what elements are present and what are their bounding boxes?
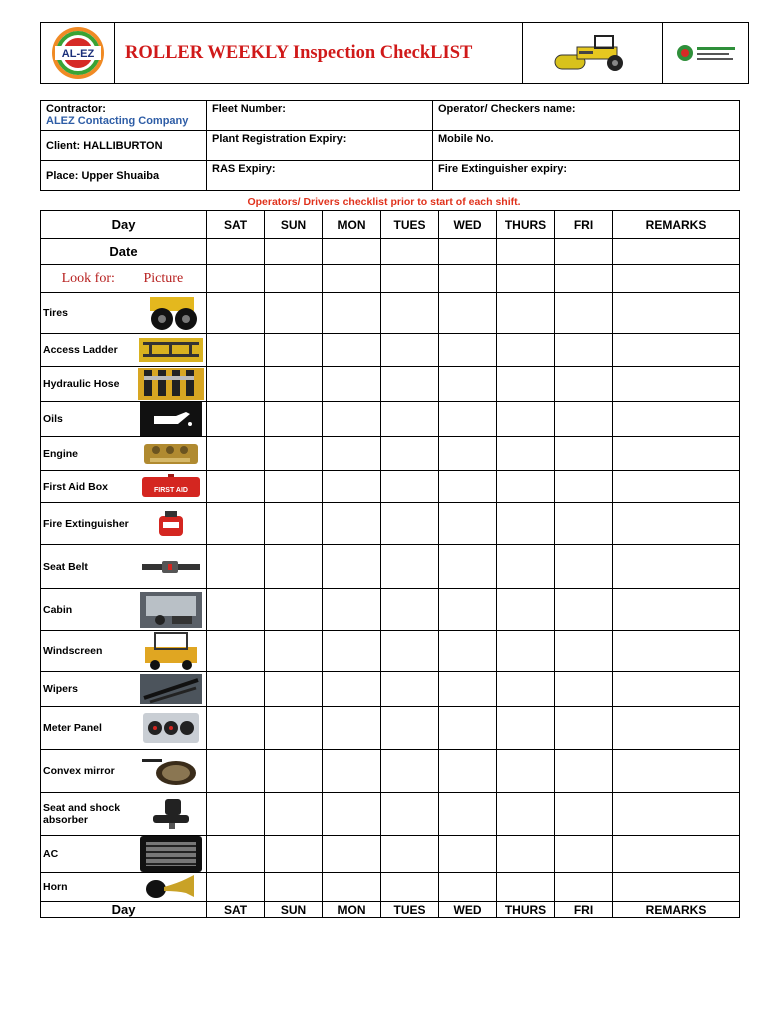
seat-belt-thurs-cell[interactable] <box>497 545 555 589</box>
ras-expiry-cell[interactable] <box>207 161 433 191</box>
horn-mon-cell[interactable] <box>323 873 381 902</box>
tire-icon <box>136 295 207 331</box>
lookfor-sun-cell[interactable] <box>265 265 323 293</box>
meter-panel-fri-cell[interactable] <box>555 707 613 750</box>
fire-extinguisher-expiry-label: Fire Extinguisher expiry: <box>438 163 567 175</box>
first-aid-box-fri-cell[interactable] <box>555 471 613 503</box>
windscreen-sun-cell[interactable] <box>265 631 323 672</box>
seat-and-shock-absorber-mon-cell[interactable] <box>323 793 381 836</box>
checklist-row-tires <box>41 293 740 334</box>
date-remarks-cell[interactable] <box>613 239 740 265</box>
convex-mirror-fri-cell[interactable] <box>555 750 613 793</box>
seat-belt-sun-cell[interactable] <box>265 545 323 589</box>
picture-label: Picture <box>136 265 207 293</box>
fire-extinguisher-sat-cell[interactable] <box>207 503 265 545</box>
company-logo <box>41 23 115 83</box>
ac-sat-cell[interactable] <box>207 836 265 873</box>
access-ladder-remarks-cell[interactable] <box>613 334 740 367</box>
windscreen-icon <box>136 631 207 671</box>
cabin-icon <box>136 592 207 628</box>
cabin-fri-cell[interactable] <box>555 589 613 631</box>
fleet-number-cell[interactable] <box>207 101 433 131</box>
lookfor-wed-cell[interactable] <box>439 265 497 293</box>
date-wed-cell[interactable] <box>439 239 497 265</box>
seat-and-shock-absorber-fri-cell[interactable] <box>555 793 613 836</box>
item-picture <box>136 589 207 631</box>
convex-mirror-wed-cell[interactable] <box>439 750 497 793</box>
horn-remarks-cell[interactable] <box>613 873 740 902</box>
seat-and-shock-absorber-wed-cell[interactable] <box>439 793 497 836</box>
access-ladder-fri-cell[interactable] <box>555 334 613 367</box>
title-cell <box>115 23 523 83</box>
operator-cell[interactable] <box>433 101 740 131</box>
road-roller-icon <box>549 33 637 73</box>
windscreen-mon-cell[interactable] <box>323 631 381 672</box>
cabin-wed-cell[interactable] <box>439 589 497 631</box>
seat-and-shock-absorber-sun-cell[interactable] <box>265 793 323 836</box>
tires-sun-cell[interactable] <box>265 293 323 334</box>
item-picture <box>136 402 207 437</box>
day-header-row <box>41 211 740 239</box>
client-cell <box>41 131 207 161</box>
hydraulic-hose-tues-cell[interactable] <box>381 367 439 402</box>
seat-belt-wed-cell[interactable] <box>439 545 497 589</box>
day-fri: FRI <box>555 211 613 239</box>
meter-panel-sat-cell[interactable] <box>207 707 265 750</box>
pdo-logo-icon <box>671 33 741 73</box>
day-sat: SAT <box>207 211 265 239</box>
contractor-value: ALEZ Contacting Company <box>46 115 189 127</box>
windscreen-fri-cell[interactable] <box>555 631 613 672</box>
oils-thurs-cell[interactable] <box>497 402 555 437</box>
item-label: Seat and shock absorber <box>41 793 136 836</box>
alez-logo-icon <box>50 25 106 81</box>
wipers-thurs-cell[interactable] <box>497 672 555 707</box>
meter-panel-mon-cell[interactable] <box>323 707 381 750</box>
mirror-icon <box>136 755 207 787</box>
ac-remarks-cell[interactable] <box>613 836 740 873</box>
checklist-row-meter-panel <box>41 707 740 750</box>
checklist-row-seat-and-shock-absorber <box>41 793 740 836</box>
document-header <box>40 22 749 84</box>
horn-wed-cell[interactable] <box>439 873 497 902</box>
cabin-tues-cell[interactable] <box>381 589 439 631</box>
checklist-row-horn <box>41 873 740 902</box>
day-sat: SAT <box>207 902 265 918</box>
day-thurs: THURS <box>497 902 555 918</box>
ac-tues-cell[interactable] <box>381 836 439 873</box>
ac-thurs-cell[interactable] <box>497 836 555 873</box>
lookfor-thurs-cell[interactable] <box>497 265 555 293</box>
access-ladder-sun-cell[interactable] <box>265 334 323 367</box>
checklist-row-windscreen <box>41 631 740 672</box>
seat-and-shock-absorber-tues-cell[interactable] <box>381 793 439 836</box>
item-label: Access Ladder <box>41 334 136 367</box>
horn-icon <box>136 873 207 901</box>
item-picture <box>136 873 207 902</box>
engine-tues-cell[interactable] <box>381 437 439 471</box>
lookfor-row <box>41 265 740 293</box>
hose-icon <box>136 368 207 400</box>
ac-vent-icon <box>136 836 207 872</box>
seat-belt-remarks-cell[interactable] <box>613 545 740 589</box>
wipers-sun-cell[interactable] <box>265 672 323 707</box>
horn-tues-cell[interactable] <box>381 873 439 902</box>
first-aid-box-mon-cell[interactable] <box>323 471 381 503</box>
day-header-row-bottom <box>41 902 740 918</box>
date-label: Date <box>41 239 207 265</box>
hydraulic-hose-sun-cell[interactable] <box>265 367 323 402</box>
day-sun: SUN <box>265 902 323 918</box>
first-aid-box-wed-cell[interactable] <box>439 471 497 503</box>
item-label: Tires <box>41 293 136 334</box>
hydraulic-hose-sat-cell[interactable] <box>207 367 265 402</box>
remarks-header: REMARKS <box>613 211 740 239</box>
place-label: Place: Upper Shuaiba <box>46 169 160 182</box>
tires-mon-cell[interactable] <box>323 293 381 334</box>
tires-fri-cell[interactable] <box>555 293 613 334</box>
hydraulic-hose-wed-cell[interactable] <box>439 367 497 402</box>
meter-panel-icon <box>136 713 207 743</box>
seat-and-shock-absorber-thurs-cell[interactable] <box>497 793 555 836</box>
tires-sat-cell[interactable] <box>207 293 265 334</box>
day-tues: TUES <box>381 211 439 239</box>
fire-extinguisher-wed-cell[interactable] <box>439 503 497 545</box>
fire-extinguisher-expiry-cell[interactable] <box>433 161 740 191</box>
plant-registration-cell[interactable] <box>207 131 433 161</box>
day-mon: MON <box>323 211 381 239</box>
date-fri-cell[interactable] <box>555 239 613 265</box>
item-label: Wipers <box>41 672 136 707</box>
access-ladder-sat-cell[interactable] <box>207 334 265 367</box>
checklist-row-seat-belt <box>41 545 740 589</box>
day-wed: WED <box>439 211 497 239</box>
day-label: Day <box>41 211 207 239</box>
wipers-wed-cell[interactable] <box>439 672 497 707</box>
access-ladder-mon-cell[interactable] <box>323 334 381 367</box>
convex-mirror-sun-cell[interactable] <box>265 750 323 793</box>
checklist-notice: Operators/ Drivers checklist prior to start of each shift. <box>247 196 521 208</box>
day-sun: SUN <box>265 211 323 239</box>
horn-sun-cell[interactable] <box>265 873 323 902</box>
item-picture <box>136 545 207 589</box>
windscreen-remarks-cell[interactable] <box>613 631 740 672</box>
cabin-mon-cell[interactable] <box>323 589 381 631</box>
oils-sat-cell[interactable] <box>207 402 265 437</box>
convex-mirror-tues-cell[interactable] <box>381 750 439 793</box>
engine-remarks-cell[interactable] <box>613 437 740 471</box>
operator-label: Operator/ Checkers name: <box>438 103 576 115</box>
oils-remarks-cell[interactable] <box>613 402 740 437</box>
ac-fri-cell[interactable] <box>555 836 613 873</box>
horn-fri-cell[interactable] <box>555 873 613 902</box>
client-label: Client: HALLIBURTON <box>46 139 163 152</box>
seat-and-shock-absorber-remarks-cell[interactable] <box>613 793 740 836</box>
seat-and-shock-absorber-sat-cell[interactable] <box>207 793 265 836</box>
date-sat-cell[interactable] <box>207 239 265 265</box>
fire-extinguisher-tues-cell[interactable] <box>381 503 439 545</box>
windscreen-sat-cell[interactable] <box>207 631 265 672</box>
hydraulic-hose-remarks-cell[interactable] <box>613 367 740 402</box>
page-title: ROLLER WEEKLY Inspection CheckLIST <box>125 42 473 63</box>
lookfor-label: Look for: <box>41 265 136 293</box>
date-sun-cell[interactable] <box>265 239 323 265</box>
wiper-icon <box>136 674 207 704</box>
fire-extinguisher-sun-cell[interactable] <box>265 503 323 545</box>
item-label: Fire Extinguisher <box>41 503 136 545</box>
checklist-row-convex-mirror <box>41 750 740 793</box>
windscreen-tues-cell[interactable] <box>381 631 439 672</box>
seat-belt-tues-cell[interactable] <box>381 545 439 589</box>
seat-belt-mon-cell[interactable] <box>323 545 381 589</box>
checklist-row-hydraulic-hose <box>41 367 740 402</box>
engine-sun-cell[interactable] <box>265 437 323 471</box>
ac-wed-cell[interactable] <box>439 836 497 873</box>
wipers-mon-cell[interactable] <box>323 672 381 707</box>
cabin-thurs-cell[interactable] <box>497 589 555 631</box>
tires-remarks-cell[interactable] <box>613 293 740 334</box>
item-label: AC <box>41 836 136 873</box>
engine-thurs-cell[interactable] <box>497 437 555 471</box>
contractor-cell <box>41 101 207 131</box>
meter-panel-sun-cell[interactable] <box>265 707 323 750</box>
hydraulic-hose-fri-cell[interactable] <box>555 367 613 402</box>
day-wed: WED <box>439 902 497 918</box>
access-ladder-tues-cell[interactable] <box>381 334 439 367</box>
first-aid-box-sun-cell[interactable] <box>265 471 323 503</box>
date-mon-cell[interactable] <box>323 239 381 265</box>
svg-text:FIRST AID: FIRST AID <box>153 486 188 494</box>
access-ladder-thurs-cell[interactable] <box>497 334 555 367</box>
checklist-row-fire-extinguisher <box>41 503 740 545</box>
lookfor-sat-cell[interactable] <box>207 265 265 293</box>
day-fri: FRI <box>555 902 613 918</box>
checklist-row-first-aid-box <box>41 471 740 503</box>
engine-sat-cell[interactable] <box>207 437 265 471</box>
fire-extinguisher-thurs-cell[interactable] <box>497 503 555 545</box>
item-picture <box>136 367 207 402</box>
item-label: First Aid Box <box>41 471 136 503</box>
hydraulic-hose-mon-cell[interactable] <box>323 367 381 402</box>
meter-panel-remarks-cell[interactable] <box>613 707 740 750</box>
roller-image <box>523 23 663 83</box>
first-aid-box-thurs-cell[interactable] <box>497 471 555 503</box>
fleet-number-label: Fleet Number: <box>212 103 286 115</box>
item-picture <box>136 631 207 672</box>
plant-registration-label: Plant Registration Expiry: <box>212 133 347 145</box>
cabin-remarks-cell[interactable] <box>613 589 740 631</box>
oils-mon-cell[interactable] <box>323 402 381 437</box>
lookfor-tues-cell[interactable] <box>381 265 439 293</box>
first-aid-box-sat-cell[interactable] <box>207 471 265 503</box>
date-thurs-cell[interactable] <box>497 239 555 265</box>
checklist-row-oils <box>41 402 740 437</box>
item-picture <box>136 836 207 873</box>
windscreen-wed-cell[interactable] <box>439 631 497 672</box>
convex-mirror-sat-cell[interactable] <box>207 750 265 793</box>
lookfor-fri-cell[interactable] <box>555 265 613 293</box>
date-tues-cell[interactable] <box>381 239 439 265</box>
windscreen-thurs-cell[interactable] <box>497 631 555 672</box>
client-logo <box>663 23 748 83</box>
seat-belt-fri-cell[interactable] <box>555 545 613 589</box>
item-label: Seat Belt <box>41 545 136 589</box>
day-tues: TUES <box>381 902 439 918</box>
convex-mirror-remarks-cell[interactable] <box>613 750 740 793</box>
hydraulic-hose-thurs-cell[interactable] <box>497 367 555 402</box>
seat-belt-icon <box>136 557 207 577</box>
ras-expiry-label: RAS Expiry: <box>212 163 276 175</box>
fire-extinguisher-fri-cell[interactable] <box>555 503 613 545</box>
lookfor-remarks-cell[interactable] <box>613 265 740 293</box>
checklist-row-wipers <box>41 672 740 707</box>
item-label: Meter Panel <box>41 707 136 750</box>
meter-panel-wed-cell[interactable] <box>439 707 497 750</box>
oils-fri-cell[interactable] <box>555 402 613 437</box>
horn-sat-cell[interactable] <box>207 873 265 902</box>
item-picture <box>136 793 207 836</box>
item-picture <box>136 707 207 750</box>
item-label: Hydraulic Hose <box>41 367 136 402</box>
cabin-sat-cell[interactable] <box>207 589 265 631</box>
checklist-row-engine <box>41 437 740 471</box>
checklist-row-ac <box>41 836 740 873</box>
seat-belt-sat-cell[interactable] <box>207 545 265 589</box>
item-label: Engine <box>41 437 136 471</box>
wipers-tues-cell[interactable] <box>381 672 439 707</box>
fire-extinguisher-remarks-cell[interactable] <box>613 503 740 545</box>
mobile-label: Mobile No. <box>438 133 494 145</box>
wipers-remarks-cell[interactable] <box>613 672 740 707</box>
lookfor-mon-cell[interactable] <box>323 265 381 293</box>
tires-thurs-cell[interactable] <box>497 293 555 334</box>
mobile-cell[interactable] <box>433 131 740 161</box>
info-table <box>40 100 740 191</box>
contractor-label: Contractor: <box>46 103 106 115</box>
day-thurs: THURS <box>497 211 555 239</box>
item-label: Horn <box>41 873 136 902</box>
ac-sun-cell[interactable] <box>265 836 323 873</box>
item-label: Convex mirror <box>41 750 136 793</box>
engine-icon <box>136 438 207 470</box>
checklist-row-access-ladder <box>41 334 740 367</box>
convex-mirror-thurs-cell[interactable] <box>497 750 555 793</box>
item-label: Cabin <box>41 589 136 631</box>
place-cell <box>41 161 207 191</box>
day-mon: MON <box>323 902 381 918</box>
tires-wed-cell[interactable] <box>439 293 497 334</box>
checklist-table <box>40 210 740 918</box>
first-aid-icon <box>136 474 207 500</box>
remarks-header: REMARKS <box>613 902 740 918</box>
first-aid-box-remarks-cell[interactable] <box>613 471 740 503</box>
item-picture <box>136 503 207 545</box>
meter-panel-tues-cell[interactable] <box>381 707 439 750</box>
item-picture <box>136 471 207 503</box>
oil-can-icon <box>136 402 207 436</box>
item-picture <box>136 437 207 471</box>
engine-fri-cell[interactable] <box>555 437 613 471</box>
fire-extinguisher-icon <box>136 508 207 540</box>
oils-sun-cell[interactable] <box>265 402 323 437</box>
seat-icon <box>136 797 207 831</box>
item-label: Windscreen <box>41 631 136 672</box>
meter-panel-thurs-cell[interactable] <box>497 707 555 750</box>
tires-tues-cell[interactable] <box>381 293 439 334</box>
ac-mon-cell[interactable] <box>323 836 381 873</box>
access-ladder-wed-cell[interactable] <box>439 334 497 367</box>
first-aid-box-tues-cell[interactable] <box>381 471 439 503</box>
item-picture <box>136 672 207 707</box>
logo-text: AL-EZ <box>61 48 94 60</box>
ladder-icon <box>136 338 207 362</box>
oils-wed-cell[interactable] <box>439 402 497 437</box>
item-picture <box>136 334 207 367</box>
fire-extinguisher-mon-cell[interactable] <box>323 503 381 545</box>
convex-mirror-mon-cell[interactable] <box>323 750 381 793</box>
day-label: Day <box>41 902 207 918</box>
horn-thurs-cell[interactable] <box>497 873 555 902</box>
oils-tues-cell[interactable] <box>381 402 439 437</box>
item-picture <box>136 293 207 334</box>
item-label: Oils <box>41 402 136 437</box>
wipers-sat-cell[interactable] <box>207 672 265 707</box>
cabin-sun-cell[interactable] <box>265 589 323 631</box>
checklist-body <box>41 211 740 918</box>
checklist-row-cabin <box>41 589 740 631</box>
date-row <box>41 239 740 265</box>
engine-wed-cell[interactable] <box>439 437 497 471</box>
engine-mon-cell[interactable] <box>323 437 381 471</box>
wipers-fri-cell[interactable] <box>555 672 613 707</box>
item-picture <box>136 750 207 793</box>
